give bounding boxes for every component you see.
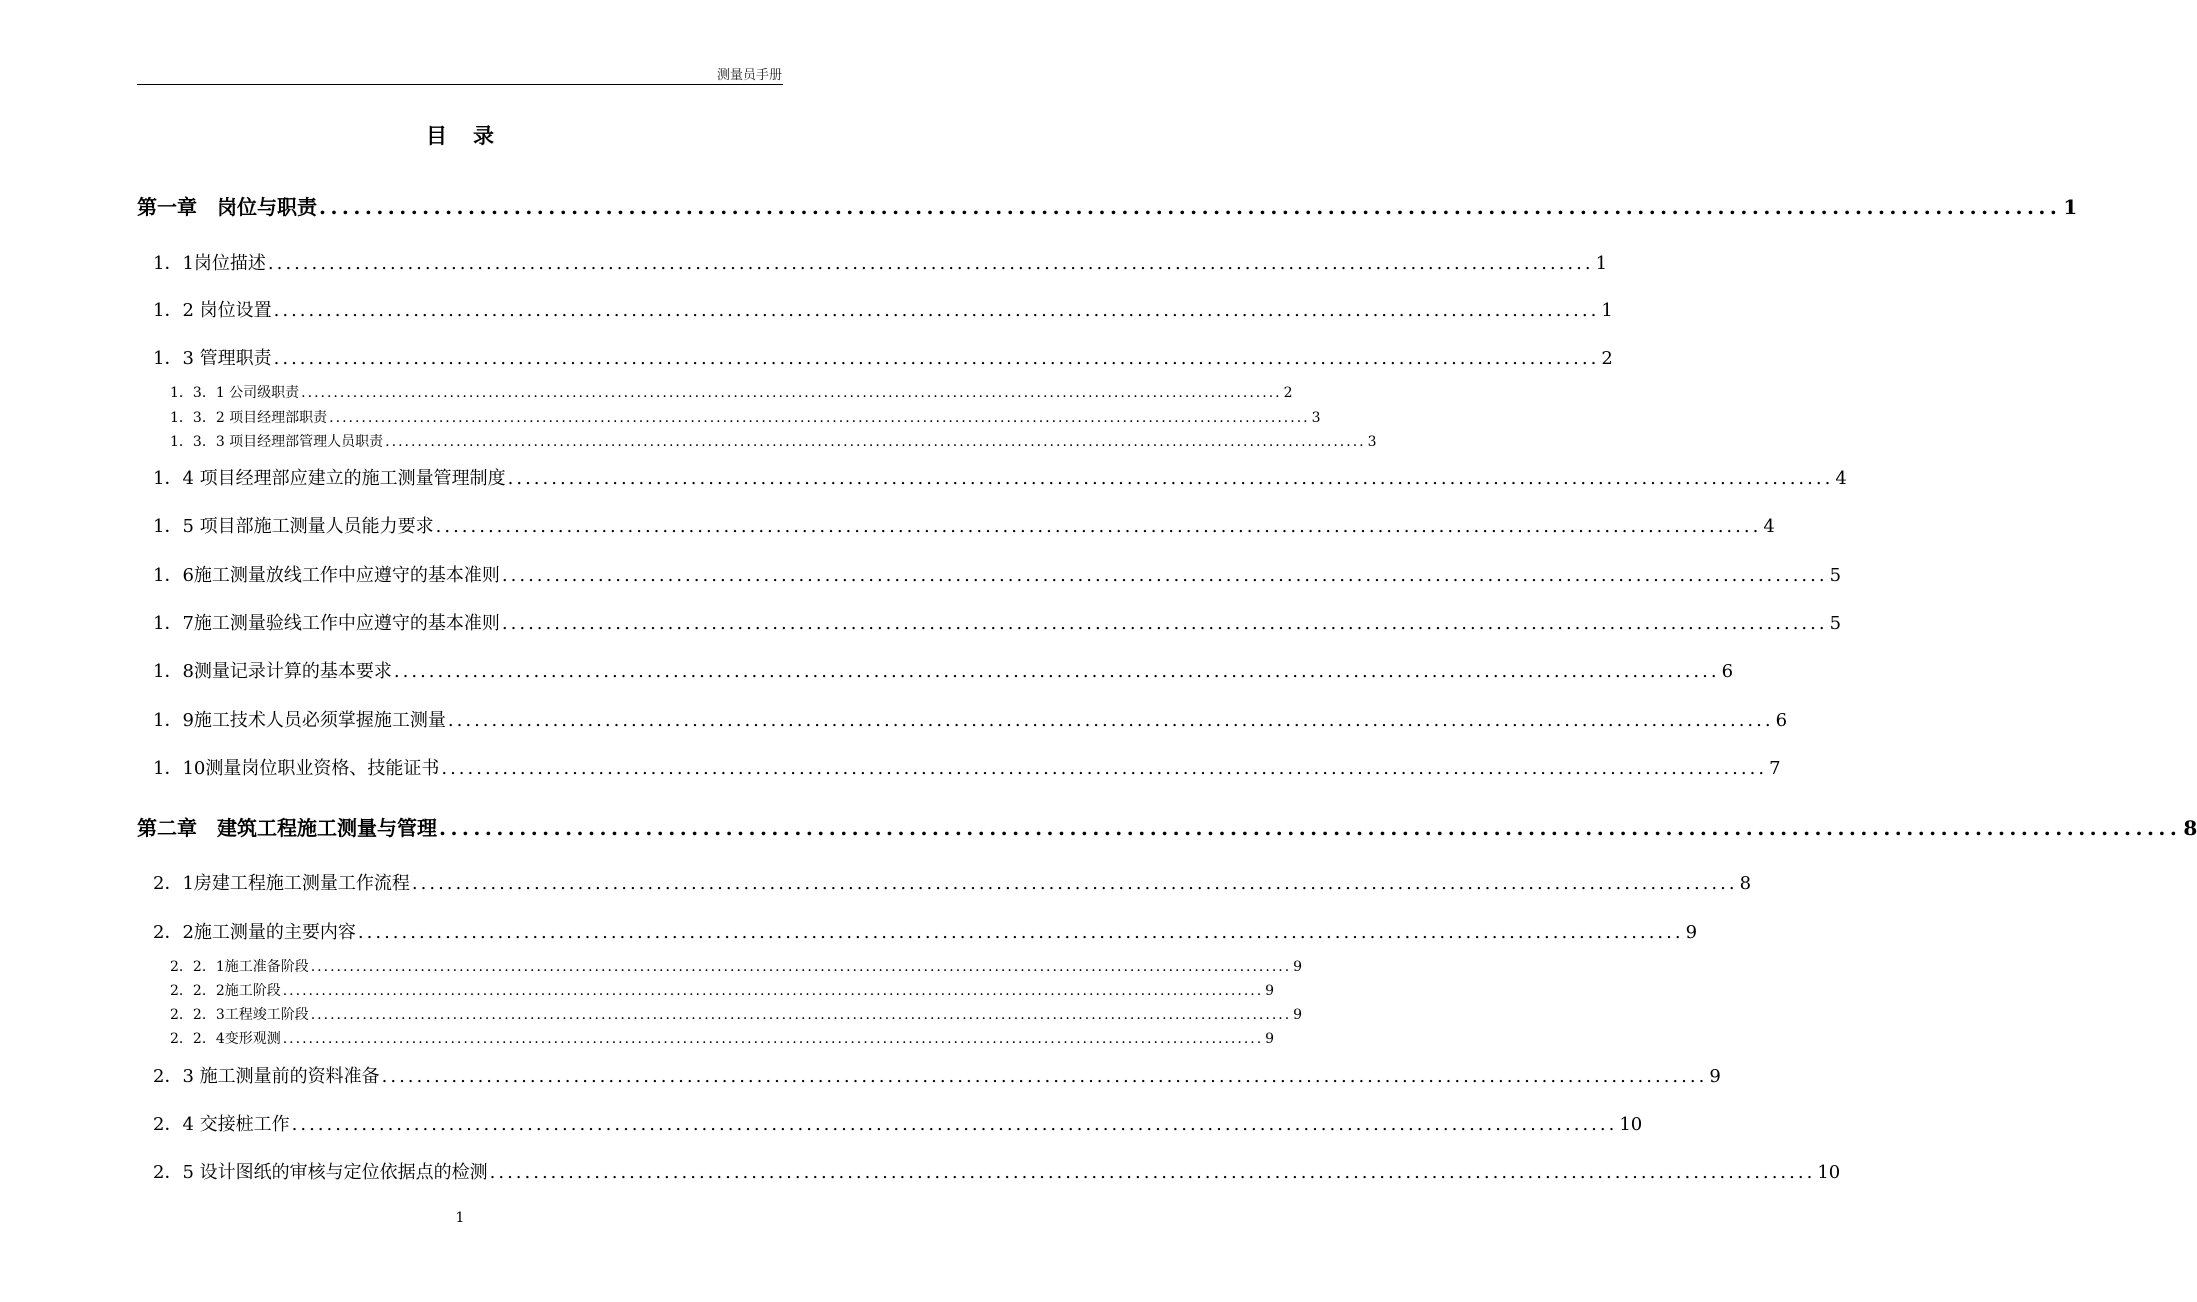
toc-entry-label: 1．3 管理职责 (153, 348, 272, 369)
toc-entry[interactable] (153, 512, 1775, 538)
dot-leader: ........................................................................................................................................................ (381, 1066, 1708, 1087)
dot-leader: ........................................................................................................................................................ (329, 410, 1310, 426)
dot-leader: ........................................................................................................................................................ (385, 434, 1366, 450)
toc-entry[interactable] (153, 249, 1608, 275)
toc-entry-page: 10 (1817, 1162, 1841, 1183)
dot-leader: ........................................................................................................................................................ (489, 1162, 1816, 1183)
toc-entry[interactable] (153, 706, 1788, 732)
toc-entry-label: 1．2 岗位设置 (153, 300, 272, 321)
toc-entry[interactable] (153, 918, 1698, 944)
dot-leader: ........................................................................................................................................................ (310, 959, 1292, 975)
toc-entry[interactable] (153, 344, 1613, 370)
toc-entry-page: 4 (1835, 468, 1847, 489)
dot-leader: ........................................................................................................................................................ (282, 983, 1264, 999)
toc-entry-page: 8 (2183, 816, 2197, 840)
toc-entry[interactable] (170, 431, 1377, 451)
dot-leader: ........................................................................................................................................................ (273, 300, 1600, 321)
toc-entry-label: 2．2．1施工准备阶段 (170, 959, 309, 975)
dot-leader: ........................................................................................................................................................ (411, 873, 1738, 894)
dot-leader: ........................................................................................................................................................ (441, 758, 1768, 779)
toc-entry-page: 9 (1293, 959, 1303, 975)
toc-entry[interactable] (153, 754, 1781, 780)
dot-leader: ........................................................................................................................................................ (282, 1031, 1264, 1047)
dot-leader: ........................................................................................................................................................ (267, 253, 1594, 274)
toc-entry-label: 2．3 施工测量前的资料准备 (153, 1066, 380, 1087)
toc-entry-page: 6 (1775, 710, 1788, 731)
toc-entry-page: 3 (1311, 410, 1321, 426)
toc-entry-page: 5 (1829, 565, 1842, 586)
toc-entry-label: 1．6施工测量放线工作中应遵守的基本准则 (153, 565, 500, 586)
toc-entry-label: 1．10测量岗位职业资格、技能证书 (153, 758, 440, 779)
toc-entry-label: 1．7施工测量验线工作中应遵守的基本准则 (153, 613, 500, 634)
toc-entry[interactable] (153, 296, 1613, 322)
dot-leader: ........................................................................................................................................................ (310, 1007, 1292, 1023)
toc-entry[interactable] (153, 464, 1847, 490)
toc-entry-label: 1．5 项目部施工测量人员能力要求 (153, 516, 434, 537)
toc-entry-page: 2 (1283, 385, 1293, 401)
toc-entry[interactable] (153, 609, 1842, 635)
toc-entry[interactable] (170, 980, 1275, 1000)
toc-entry-label: 1．8测量记录计算的基本要求 (153, 661, 392, 682)
toc-entry-page: 5 (1829, 613, 1842, 634)
toc-entry-page: 10 (1619, 1114, 1643, 1135)
toc-entry-page: 9 (1265, 1031, 1275, 1047)
toc-entry-label: 2．2施工测量的主要内容 (153, 922, 356, 943)
toc-entry-label: 1．3．2 项目经理部职责 (170, 410, 328, 426)
toc-entry-page: 3 (1367, 434, 1377, 450)
toc-entry-page: 1 (2063, 195, 2078, 219)
toc-entry[interactable] (170, 1004, 1303, 1024)
toc-entry-page: 4 (1763, 516, 1775, 537)
toc-entry-label: 2．1房建工程施工测量工作流程 (153, 873, 410, 894)
toc-entry-page: 1 (1601, 300, 1613, 321)
toc-entry-label: 1．3．3 项目经理部管理人员职责 (170, 434, 384, 450)
toc-entry[interactable] (170, 956, 1303, 976)
toc-entry-label: 1．1岗位描述 (153, 253, 266, 274)
toc-entry-page: 7 (1769, 758, 1781, 779)
toc-entry-label: 第一章 岗位与职责 (137, 195, 317, 219)
toc-entry[interactable] (170, 1028, 1275, 1048)
dot-leader: ........................................................................................................................................................ (319, 195, 2062, 219)
page-number: 1 (455, 1210, 465, 1226)
toc-entry[interactable] (153, 657, 1734, 683)
toc-entry[interactable] (153, 1158, 1841, 1184)
dot-leader: ........................................................................................................................................................ (435, 516, 1762, 537)
dot-leader: ........................................................................................................................................................ (357, 922, 1684, 943)
dot-leader: ........................................................................................................................................................ (501, 613, 1828, 634)
dot-leader: ........................................................................................................................................................ (501, 565, 1828, 586)
toc-entry-page: 2 (1601, 348, 1613, 369)
toc-entry[interactable] (137, 812, 2197, 841)
header-title: 测量员手册 (716, 68, 782, 83)
toc-entry-page: 8 (1739, 873, 1752, 894)
toc-entry[interactable] (137, 191, 2078, 220)
toc-entry-label: 2．2．2施工阶段 (170, 983, 281, 999)
toc-entry-page: 9 (1709, 1066, 1721, 1087)
toc-entry-label: 2．2．3工程竣工阶段 (170, 1007, 309, 1023)
toc-entry-label: 1．4 项目经理部应建立的施工测量管理制度 (153, 468, 506, 489)
toc-entry-page: 6 (1721, 661, 1734, 682)
toc-entry-page: 9 (1265, 983, 1275, 999)
toc-entry-label: 第二章 建筑工程施工测量与管理 (137, 816, 437, 840)
dot-leader: ........................................................................................................................................................ (273, 348, 1600, 369)
toc-entry[interactable] (153, 869, 1752, 895)
toc-entry-label: 2．5 设计图纸的审核与定位依据点的检测 (153, 1162, 488, 1183)
toc-entry[interactable] (153, 561, 1842, 587)
dot-leader: ........................................................................................................................................................ (507, 468, 1834, 489)
toc-entry[interactable] (170, 407, 1321, 427)
toc-entry[interactable] (170, 382, 1293, 402)
dot-leader: ........................................................................................................................................................ (291, 1114, 1618, 1135)
toc-entry-label: 2．2．4变形观测 (170, 1031, 281, 1047)
toc-entry-page: 9 (1685, 922, 1698, 943)
toc-entry-label: 1．9施工技术人员必须掌握施工测量 (153, 710, 446, 731)
toc-entry-page: 1 (1595, 253, 1608, 274)
toc-entry-page: 9 (1293, 1007, 1303, 1023)
toc-entry[interactable] (153, 1110, 1643, 1136)
toc-entry[interactable] (153, 1062, 1721, 1088)
toc-title: 目录 (426, 123, 520, 148)
toc-entry-label: 1．3．1 公司级职责 (170, 385, 300, 401)
dot-leader: ........................................................................................................................................................ (393, 661, 1720, 682)
toc-entry-label: 2．4 交接桩工作 (153, 1114, 290, 1135)
dot-leader: ........................................................................................................................................................ (439, 816, 2182, 840)
dot-leader: ........................................................................................................................................................ (301, 385, 1282, 401)
dot-leader: ........................................................................................................................................................ (447, 710, 1774, 731)
